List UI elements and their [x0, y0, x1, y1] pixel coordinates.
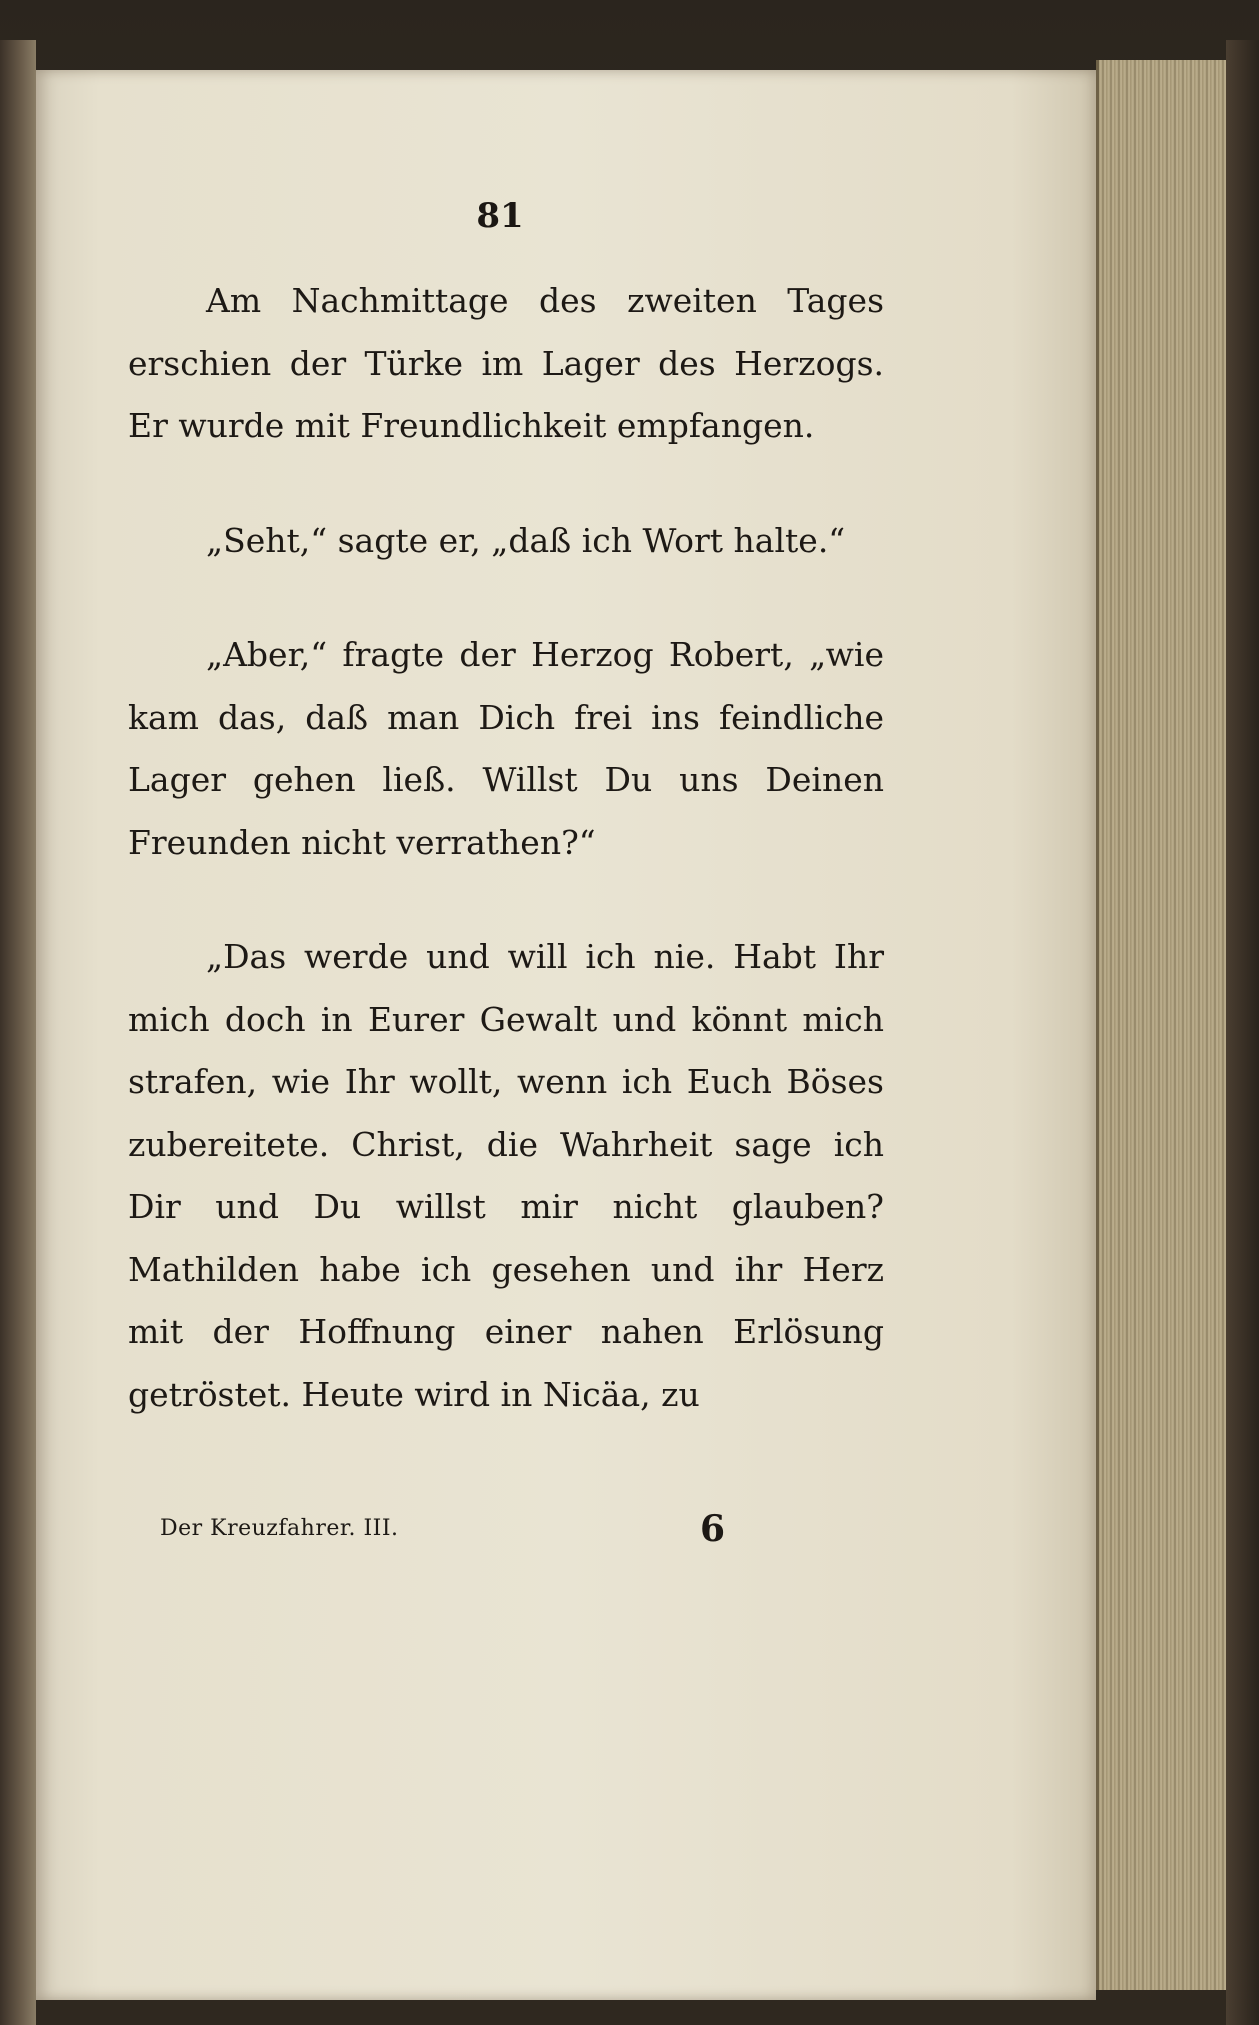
footer-signature: Der Kreuzfahrer. III. [160, 1516, 399, 1541]
signature-mark: 6 [700, 1508, 726, 1550]
body-text [128, 270, 884, 1426]
paragraph-3: „Aber,“ fragte der Herzog Robert, „wie kam das, daß man Dich frei ins feindliche Lager gehen ließ. Willst Du uns Deinen Freunden nicht verrathen?“ [128, 635, 884, 862]
page-edges [1096, 60, 1229, 1990]
paragraph-1: Am Nachmittage des zweiten Tages erschien der Türke im Lager des Herzogs. Er wurde mit Freundlichkeit empfangen. [128, 281, 884, 445]
paragraph-2: „Seht,“ sagte er, „daß ich Wort halte.“ [206, 520, 846, 560]
left-binding [0, 40, 36, 2025]
page-number: 81 [476, 196, 524, 236]
right-cover [1226, 40, 1259, 2025]
paragraph-4: „Das werde und will ich nie. Habt Ihr mich doch in Eurer Gewalt und könnt mich strafen, wie Ihr wollt, wenn ich Euch Böses zubereitete. Christ, die Wahrheit sage ich Dir und Du willst mir nicht glauben? Mathilden habe ich gesehen und ihr Herz mit der Hoffnung einer nahen Erlösung getröstet. Heute wird in Nicäa, zu [128, 937, 884, 1414]
